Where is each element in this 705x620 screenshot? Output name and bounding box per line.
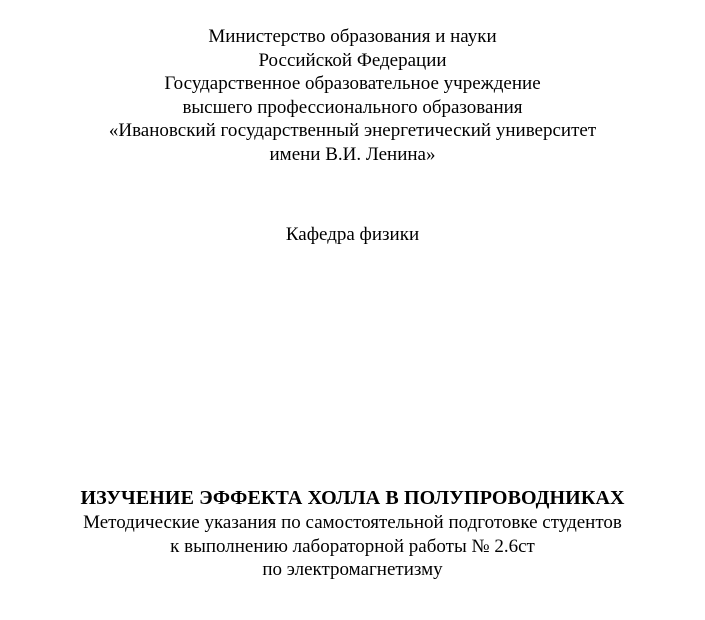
subtitle-line-guidelines: Методические указания по самостоятельной подготовке студентов bbox=[83, 512, 622, 533]
header-line-education-level: высшего профессионального образования bbox=[182, 96, 523, 118]
institution-header bbox=[0, 25, 705, 166]
header-line-ministry: Министерство образования и науки bbox=[208, 26, 497, 47]
header-line-country: Российской Федерации bbox=[258, 49, 447, 71]
header-line-university-name: «Ивановский государственный энергетический университет bbox=[108, 120, 597, 141]
department-name: Кафедра физики bbox=[285, 224, 420, 245]
subtitle-line-lab-work: к выполнению лабораторной работы № 2.6ст bbox=[170, 535, 535, 557]
document-title-section bbox=[0, 486, 705, 582]
subtitle-line-subject: по электромагнетизму bbox=[262, 559, 443, 580]
header-line-institution-type: Государственное образовательное учреждение bbox=[164, 73, 541, 94]
document-title: ИЗУЧЕНИЕ ЭФФЕКТА ХОЛЛА В ПОЛУПРОВОДНИКАХ bbox=[80, 487, 625, 509]
department-section bbox=[0, 223, 705, 247]
header-line-university-named-after: имени В.И. Ленина» bbox=[269, 143, 436, 165]
